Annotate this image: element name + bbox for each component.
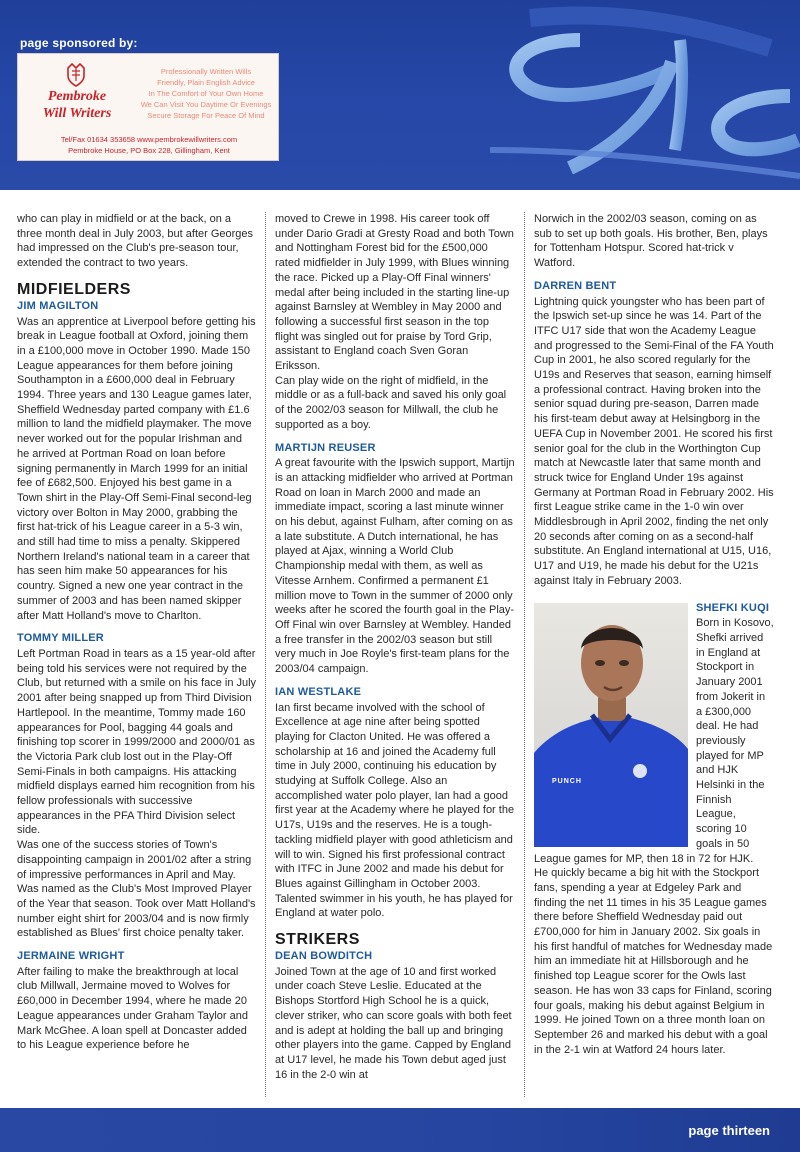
player-bio: Ian first became involved with the school of Excellence at age nine after being spotted playing for Clacton United. He was offered a scholarship at 16 and joined the Academy full time in July 2000, continuing his education by studying at Suffolk College. Also an accomplished water polo player, Ian had a good first year at the Academy where he played for the U17s, U19s and the reserves. He is a tough-tackling midfield player with good athleticism and will to win. Signed his first professional contract with ITFC in June 2002 and made his debut for Blues against Gillingham in October 2003. Talented swimmer in his youth, he has played for England at water polo.	[275, 701, 515, 920]
section-heading-midfielders: MIDFIELDERS	[17, 280, 131, 298]
tagline-line: We Can Visit You Daytime Or Evenings	[140, 100, 272, 109]
sponsor-contact	[18, 134, 280, 156]
column-3	[534, 212, 774, 1057]
player-name: JIM MAGILTON	[17, 299, 99, 312]
sponsored-label: page sponsored by:	[20, 36, 138, 50]
sponsor-tagline	[136, 66, 276, 121]
club-monogram-logo	[380, 0, 800, 190]
player-bio: Was an apprentice at Liverpool before getting his break in League football at Oxford, joining them in a £100,000 move in October 1990. Made 150 League appearances for them before joining Southampton in a £600,000 deal in February 1994. Three years and 130 League games later, Sheffield Wednesday parted company with £1.6 million to land the midfield playmaker. The move never worked out for the popular Irishman and he arrived at Portman Road on loan before signing permanently in March 1999 for an initial fee of £682,500. Enjoyed his best game in a Town shirt in the Play-Off Semi-Final second-leg victory over Bolton in May 2000, grabbing the first hat-trick of his League career in a 5-3 win, and still had time to miss a penalty. Skippered Northern Ireland's national team in a career that has seen him make 50 appearances for his country. Signed a new one year contract in the summer of 2003 and has been named skipper after Matt Holland's move to Charlton.	[17, 315, 256, 622]
player-bio: Joined Town at the age of 10 and first worked under coach Steve Leslie. Educated at the Bishops Stortford High School he is a quick, clever striker, who can score goals with both feet and is adept at holding the ball up and bringing other players into the game. Capped by England at U17 level, he made his Town debut aged just 16 in the 2-0 win at	[275, 965, 512, 1081]
tagline-line: Secure Storage For Peace Of Mind	[147, 111, 265, 120]
sponsor-name-line2: Will Writers	[42, 106, 112, 121]
column-2	[275, 212, 515, 1082]
player-name: DARREN BENT	[534, 279, 617, 292]
tagline-line: In The Comfort of Your Own Home	[148, 89, 264, 98]
sponsor-name-line1: Pembroke	[47, 89, 107, 104]
page-footer	[0, 1108, 800, 1152]
intro-paragraph: who can play in midfield or at the back, on a three month deal in July 2003, but after Georges had impressed on the Club's pre-season tour, extended the contract to two years.	[17, 213, 254, 270]
player-bio: He quickly became a big hit with the Stockport fans, spending a year at Edgeley Park and finding the net 11 times in his 35 League games there before Sheffield Wednesday paid out £700,000 for him in January 2002. Six goals in his first handful of matches for Wednesday made him an immediate hit at Hillsborough and he finished top League scorer for the Owls last season. He has won 33 caps for Finland, scoring four goals, making his debut against Belgium in 1999. He joined Town on a three month loan on September 26 and marked his debut with a goal in the 2-1 win at Watford 24 hours later.	[534, 867, 773, 1056]
tagline-line: Friendly, Plain English Advice	[157, 78, 255, 87]
player-photo	[534, 603, 688, 847]
player-bio: Was one of the success stories of Town's disappointing campaign in 2001/02 after a string of impressive performances in April and May. Was named as the Club's Most Improved Player of the Year that season. Took over Matt Holland's number eight shirt for 2003/04 and is now firmly established as Blues' first choice penalty taker.	[17, 839, 256, 940]
player-bio: Born in Kosovo, Shefki arrived in England at Stockport in January 2001 from Jokerit in a £300,000 deal. He had previously played for MP and HJK Helsinki in the Finnish League, scoring 10 goals in 50 League games for MP, then 18 in 72 for HJK.	[534, 617, 774, 865]
section-heading-strikers: STRIKERS	[275, 931, 360, 949]
column-divider	[265, 212, 266, 1097]
sponsor-advert	[17, 53, 279, 161]
column-divider	[524, 212, 525, 1097]
player-bio: Left Portman Road in tears as a 15 year-old after being told his services were not required by the Club, but returned with a smile on his face in July 2001 after being snapped up from Third Division Hartlepool. In the meantime, Tommy made 160 appearances for Pool, bagging 44 goals and finishing top scorer in 1999/2000 and 2000/01 as the Victoria Park club lost out in the Play-Off Semi-Finals in both campaigns. His attacking midfield displays earned him recognition from his fellow professionals with successive appearances in the PFA Third Division select side.	[17, 647, 257, 837]
sponsor-address: Pembroke House, PO Box 228, Gillingham, Kent	[68, 146, 230, 155]
player-portrait	[534, 603, 688, 847]
page-number: page thirteen	[688, 1123, 770, 1138]
player-bio: Lightning quick youngster who has been part of the Ipswich set-up since he was 14. Part of the ITFC U17 side that won the Academy League and progressed to the Semi-Final of the FA Youth Cup in 2001, he also scored regularly for the U19s and Reserves that season, earning himself a professional contract. Having broken into the senior squad during pre-season, Darren made his first-team debut away at Helsingborg in the UEFA Cup in November 2001. He scored his first senior goal for the club in the Worthington Cup match at Newcastle later that same month and struck twice for England Under 19s against Germany at Portman Road in February 2002. His first League strike came in the 1-0 win over Middlesbrough in April 2002, finding the net only 20 seconds after coming on as a second-half substitute. An England international at U15, U16, U17 and U19, he made his debut for the U21s against Italy in February 2003.	[534, 295, 774, 587]
continued-paragraph: Can play wide on the right of midfield, in the middle or as a full-back and saved his only goal of the 2002/03 season for Millwall, the club he supported as a boy.	[275, 374, 507, 431]
player-name: JERMAINE WRIGHT	[17, 950, 125, 963]
sponsor-name	[28, 88, 126, 122]
column-1	[17, 212, 257, 1053]
continued-paragraph: Norwich in the 2002/03 season, coming on as sub to set up both goals. His brother, Ben, plays for Tottenham Hotspur. Scored hat-trick v Watford.	[534, 213, 768, 270]
continued-paragraph: moved to Crewe in 1998. His career took off under Dario Gradi at Gresty Road and both Town and Nottingham Forest bid for the £500,000 rated midfielder in July 1999, with Blues winning the race. Picked up a Play-Off Final winners' medal after being included in the starting line-up against Barnsley at Wembley in May 2000 and following a successful first season in the top flight was singled out for praise by Tord Grip, assistant to England coach Sven Goran Eriksson.	[275, 213, 514, 373]
sponsor-phone-web: Tel/Fax 01634 353658 www.pembrokewillwriters.com	[60, 135, 238, 144]
player-bio: After failing to make the breakthrough at local club Millwall, Jermaine moved to Wolves for £60,000 in December 1994, where he made 20 League appearances under Graham Taylor and Mark McGhee. A loan spell at Doncaster added to his League experience before he	[17, 965, 248, 1052]
tagline-line: Professionally Written Wills	[160, 67, 252, 76]
player-name: SHEFKI KUQI	[696, 601, 770, 614]
shirt-sponsor: PUNCH	[552, 777, 582, 785]
player-bio: A great favourite with the Ipswich support, Martijn is an attacking midfielder who arrived at Portman Road on loan in March 2000 and made an immediate impact, scoring a last minute winner on his debut, against Fulham, after coming on as a late substitute. A Dutch international, he has played at Ajax, winning a World Club Championship medal with them, as well as Vitesse Arnhem. Confirmed a permanent £1 million move to Town in the summer of 2000 only weeks after he scored the fourth goal in the Play-Off Final win over Barnsley at Wembley. Handed a free transfer in the 2002/03 season but still very much in Joe Royle's first-team plans for the 2003/04 campaign.	[275, 457, 515, 676]
player-name: MARTIJN REUSER	[275, 441, 376, 454]
player-name: TOMMY MILLER	[17, 632, 104, 645]
page-header	[0, 0, 800, 190]
player-name: IAN WESTLAKE	[275, 685, 362, 698]
player-name: DEAN BOWDITCH	[275, 950, 373, 963]
crest-icon	[64, 62, 88, 88]
